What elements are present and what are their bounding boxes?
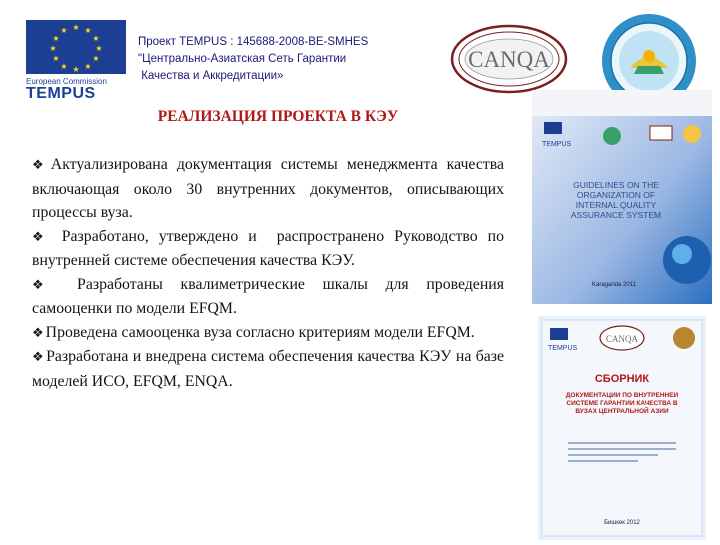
list-item: ❖ Актуализирована документация системы менеджмента качества включающая около 30 внутренних документов, описывающих процессы вуза. — [32, 156, 504, 221]
canqa-logo-text: CANQA — [468, 47, 550, 72]
collection-title: СБОРНИК — [594, 373, 650, 385]
project-line-1: Проект TEMPUS : 145688-2008-BE-SMHES — [138, 36, 369, 48]
svg-text:★: ★ — [72, 23, 80, 32]
collection-tempus-text: TEMPUS — [548, 345, 578, 352]
svg-text:★: ★ — [60, 62, 68, 71]
body-text — [32, 153, 508, 393]
svg-text:★: ★ — [95, 44, 103, 53]
svg-text:★: ★ — [60, 26, 68, 35]
project-line-3: Качества и Аккредитации» — [138, 70, 284, 82]
svg-text:★: ★ — [92, 54, 100, 63]
bullet-icon: ❖ — [32, 229, 50, 245]
tempus-label: TEMPUS — [26, 85, 96, 102]
project-line-2: "Центрально-Азиатская Сеть Гарантии — [138, 53, 347, 65]
list-item: ❖ Разработано, утверждено и распространено Руководство по внутренней системе обеспечения качества КЭУ. — [32, 227, 508, 269]
svg-text:★: ★ — [72, 65, 80, 74]
list-item: ❖ Разработаны квалиметрические шкалы для проведения самооценки по модели EFQM. — [32, 275, 504, 317]
bullet-icon: ❖ — [32, 325, 44, 341]
svg-text:★: ★ — [92, 34, 100, 43]
collection-year: Бишкек 2012 — [604, 520, 640, 526]
svg-text:★: ★ — [49, 44, 57, 53]
guidelines-book-cover — [532, 90, 712, 304]
guidelines-title: GUIDELINES ON THE ORGANIZATION OF INTERNAL QUALITY ASSURANCE SYSTEM — [570, 180, 662, 220]
guidelines-city: Karaganda 2011 — [592, 282, 636, 288]
eu-caption: European Commission — [26, 77, 107, 86]
project-info — [138, 34, 418, 85]
list-item: ❖ Разработана и внедрена система обеспечения качества КЭУ на базе моделей ИСО, EFQM, ENQA. — [32, 348, 505, 390]
bullet-icon: ❖ — [32, 277, 58, 293]
collection-subtitle: ДОКУМЕНТАЦИИ ПО ВНУТРЕННЕЙ СИСТЕМЕ ГАРАНТИИ КАЧЕСТВА В ВУЗАХ ЦЕНТРАЛЬНОЙ АЗИИ — [565, 392, 679, 415]
svg-text:★: ★ — [84, 62, 92, 71]
svg-text:★: ★ — [52, 34, 60, 43]
collection-book-cover — [538, 316, 706, 540]
collection-canqa-text: CANQA — [605, 334, 639, 344]
svg-text:★: ★ — [84, 26, 92, 35]
bullet-icon: ❖ — [32, 350, 45, 365]
list-item: ❖ Проведена самооценка вуза согласно критериям модели EFQM. — [32, 323, 475, 341]
canqa-logo — [448, 20, 570, 98]
svg-text:★: ★ — [52, 54, 60, 63]
eu-flag-icon — [26, 20, 126, 74]
bullet-icon: ❖ — [32, 158, 49, 173]
eu-tempus-logo — [26, 20, 130, 100]
guidelines-tempus-text: TEMPUS — [542, 141, 572, 148]
page-title: РЕАЛИЗАЦИЯ ПРОЕКТА В КЭУ — [157, 108, 399, 125]
